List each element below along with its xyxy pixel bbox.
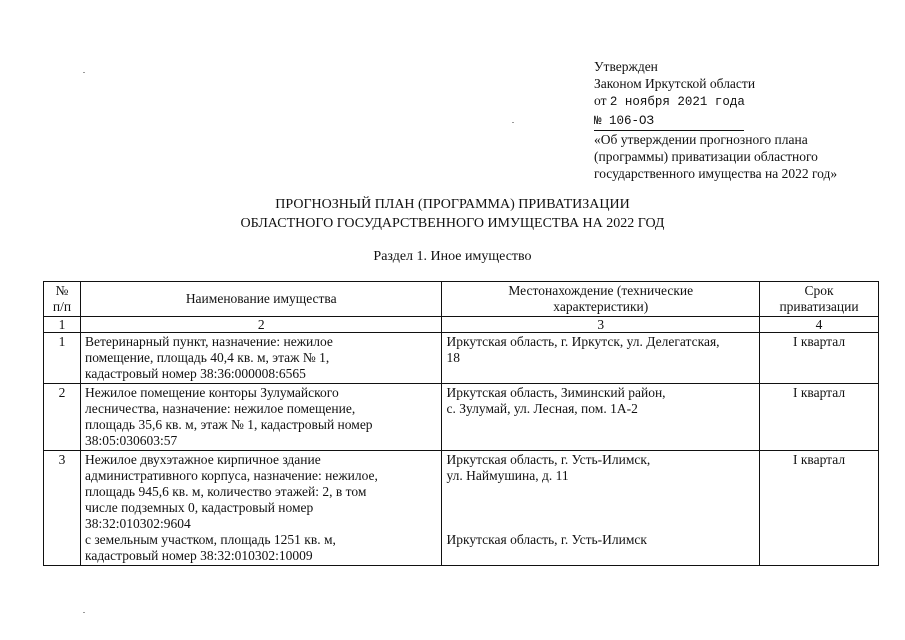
section-heading: Раздел 1. Иное имущество — [373, 249, 532, 264]
property-name-line: числе подземных 0, кадастровый номер — [84, 500, 314, 515]
table-row — [44, 384, 879, 451]
property-name-line: Нежилое помещение конторы Зулумайского — [84, 385, 339, 400]
approval-number-line — [594, 111, 894, 131]
property-location-line: ул. Наймушина, д. 11 — [446, 468, 569, 483]
document-title-line-1: ПРОГНОЗНЫЙ ПЛАН (ПРОГРАММА) ПРИВАТИЗАЦИИ — [275, 197, 630, 212]
privatization-table — [43, 281, 879, 566]
property-name-line: кадастровый номер 38:36:000008:6565 — [84, 366, 306, 381]
approval-law-title-2: (программы) приватизации областного — [594, 149, 818, 164]
property-location — [442, 384, 760, 451]
property-location — [442, 333, 760, 384]
property-name-line: помещение, площадь 40,4 кв. м, этаж № 1, — [84, 350, 330, 365]
property-name-line: Ветеринарный пункт, назначение: нежилое — [84, 334, 333, 349]
document-title — [0, 195, 905, 233]
approval-law-title-3: государственного имущества на 2022 год» — [594, 166, 838, 181]
property-name-line: административного корпуса, назначение: нежилое, — [84, 468, 378, 483]
header-location-line-2: характеристики) — [553, 299, 649, 314]
property-name — [80, 384, 442, 451]
property-name-line: кадастровый номер 38:32:010302:10009 — [84, 548, 313, 563]
column-number-row — [44, 317, 879, 333]
row-number: 1 — [44, 333, 81, 384]
property-location-line: с. Зулумай, ул. Лесная, пом. 1А-2 — [446, 401, 638, 416]
header-num-line-2: п/п — [52, 299, 72, 314]
approval-date — [594, 92, 894, 111]
spacer — [446, 500, 755, 516]
scan-speck — [83, 612, 85, 613]
column-number: 3 — [442, 317, 760, 333]
approval-date-prefix: от — [594, 93, 607, 108]
property-name — [80, 451, 442, 566]
property-name-line: лесничества, назначение: нежилое помещение, — [84, 401, 356, 416]
header-location — [442, 282, 760, 317]
property-name-line: Нежилое двухэтажное кирпичное здание — [84, 452, 321, 467]
column-number: 1 — [44, 317, 81, 333]
property-name-line: площадь 945,6 кв. м, количество этажей: 2, в том — [84, 484, 367, 499]
approval-number: № 106-ОЗ — [594, 113, 744, 131]
header-num — [44, 282, 81, 317]
row-number: 3 — [44, 451, 81, 566]
row-number: 2 — [44, 384, 81, 451]
header-term — [760, 282, 879, 317]
table-row — [44, 451, 879, 566]
property-location-line: 18 — [446, 350, 460, 365]
property-location-line: Иркутская область, г. Иркутск, ул. Делегатская, — [446, 334, 720, 349]
property-name-line: с земельным участком, площадь 1251 кв. м, — [84, 532, 336, 547]
property-location — [442, 451, 760, 566]
spacer — [446, 484, 755, 500]
approval-law-title-1: «Об утверждении прогнозного плана — [594, 132, 808, 147]
approval-date-value: 2 ноября 2021 года — [609, 95, 745, 109]
header-num-line-1: № — [55, 283, 69, 298]
scan-speck — [512, 122, 514, 123]
property-location-line: Иркутская область, г. Усть-Илимск, — [446, 452, 651, 467]
property-location-line: Иркутская область, г. Усть-Илимск — [446, 532, 647, 547]
document-title-line-2: ОБЛАСТНОГО ГОСУДАРСТВЕННОГО ИМУЩЕСТВА НА 2022 ГОД — [240, 216, 665, 231]
approval-stamp — [594, 58, 894, 182]
spacer — [446, 516, 755, 532]
property-name-line: 38:05:030603:57 — [84, 433, 178, 448]
table-row — [44, 333, 879, 384]
header-name: Наименование имущества — [80, 282, 442, 317]
property-name-line: площадь 35,6 кв. м, этаж № 1, кадастровый номер — [84, 417, 373, 432]
header-location-line-1: Местонахождение (технические — [508, 283, 694, 298]
privatization-term: I квартал — [760, 451, 879, 566]
property-location-line: Иркутская область, Зиминский район, — [446, 385, 666, 400]
privatization-term: I квартал — [760, 333, 879, 384]
header-term-line-2: приватизации — [779, 299, 859, 314]
approval-line: Утвержден — [594, 59, 658, 74]
scan-speck — [83, 72, 85, 73]
column-number: 4 — [760, 317, 879, 333]
approval-law-line: Законом Иркутской области — [594, 76, 756, 91]
privatization-term: I квартал — [760, 384, 879, 451]
column-number: 2 — [80, 317, 442, 333]
property-name — [80, 333, 442, 384]
table-header-row — [44, 282, 879, 317]
property-name-line: 38:32:010302:9604 — [84, 516, 191, 531]
header-term-line-1: Срок — [804, 283, 834, 298]
